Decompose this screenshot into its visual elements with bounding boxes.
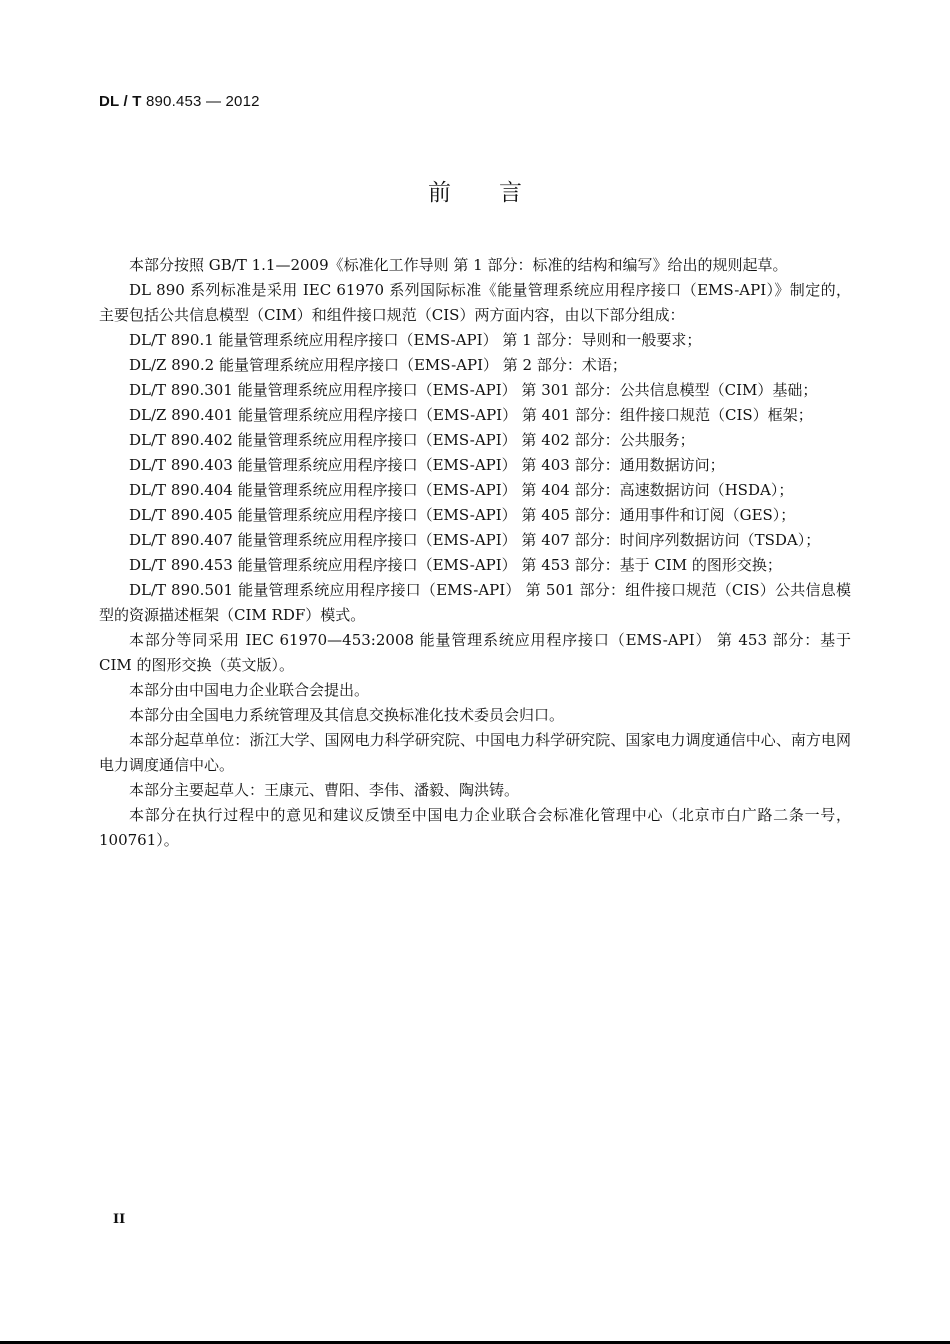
paragraph: 本部分由中国电力企业联合会提出。	[129, 681, 370, 699]
part-list-item: DL/T 890.407 能量管理系统应用程序接口（EMS-API） 第 407 部分：时间序列数据访问（TSDA）；	[129, 531, 821, 549]
paragraph: 本部分主要起草人：王康元、曹阳、李伟、潘毅、陶洪铸。	[129, 781, 520, 799]
part-list-item: DL/T 890.453 能量管理系统应用程序接口（EMS-API） 第 453 部分：基于 CIM 的图形交换；	[129, 556, 782, 574]
part-list-item: DL/Z 890.2 能量管理系统应用程序接口（EMS-API） 第 2 部分：术语；	[129, 356, 627, 374]
paragraph: 本部分按照 GB/T 1.1—2009《标准化工作导则 第 1 部分：标准的结构和编写》给出的规则起草。	[129, 256, 788, 274]
paragraph: 本部分等同采用 IEC 61970—453:2008 能量管理系统应用程序接口（EMS-API） 第 453 部分：基于 CIM 的图形交换（英文版）。	[99, 631, 851, 674]
document-code-prefix: DL / T	[99, 93, 142, 110]
part-list-item: DL/T 890.405 能量管理系统应用程序接口（EMS-API） 第 405 部分：通用事件和订阅（GES）；	[129, 506, 796, 524]
part-list-item: DL/T 890.402 能量管理系统应用程序接口（EMS-API） 第 402 部分：公共服务；	[129, 431, 695, 449]
part-list-item: DL/T 890.404 能量管理系统应用程序接口（EMS-API） 第 404 部分：高速数据访问（HSDA）；	[129, 481, 794, 499]
paragraph: 本部分由全国电力系统管理及其信息交换标准化技术委员会归口。	[129, 706, 565, 724]
paragraph: 本部分在执行过程中的意见和建议反馈至中国电力企业联合会标准化管理中心（北京市白广路二条一号，100761）。	[99, 806, 851, 849]
part-list-item: DL/T 890.403 能量管理系统应用程序接口（EMS-API） 第 403 部分：通用数据访问；	[129, 456, 725, 474]
part-list-item: DL/T 890.301 能量管理系统应用程序接口（EMS-API） 第 301 部分：公共信息模型（CIM）基础；	[129, 381, 818, 399]
document-code	[99, 93, 260, 110]
foreword-body	[99, 253, 851, 853]
paragraph: 本部分起草单位：浙江大学、国网电力科学研究院、中国电力科学研究院、国家电力调度通信中心、南方电网电力调度通信中心。	[99, 731, 851, 774]
document-code-number: 890.453 — 2012	[141, 93, 260, 110]
page-number: II	[113, 1212, 126, 1227]
paragraph: DL 890 系列标准是采用 IEC 61970 系列国际标准《能量管理系统应用程序接口（EMS-API）》制定的，主要包括公共信息模型（CIM）和组件接口规范（CIS）两方面内容，由以下部分组成：	[99, 281, 851, 324]
part-list-item: DL/T 890.1 能量管理系统应用程序接口（EMS-API） 第 1 部分：导则和一般要求；	[129, 331, 702, 349]
page-title: 前言	[428, 180, 570, 206]
part-list-item: DL/Z 890.401 能量管理系统应用程序接口（EMS-API） 第 401 部分：组件接口规范（CIS）框架；	[129, 406, 813, 424]
part-list-item: DL/T 890.501 能量管理系统应用程序接口（EMS-API） 第 501 部分：组件接口规范（CIS）公共信息模型的资源描述框架（CIM RDF）模式。	[99, 581, 851, 624]
